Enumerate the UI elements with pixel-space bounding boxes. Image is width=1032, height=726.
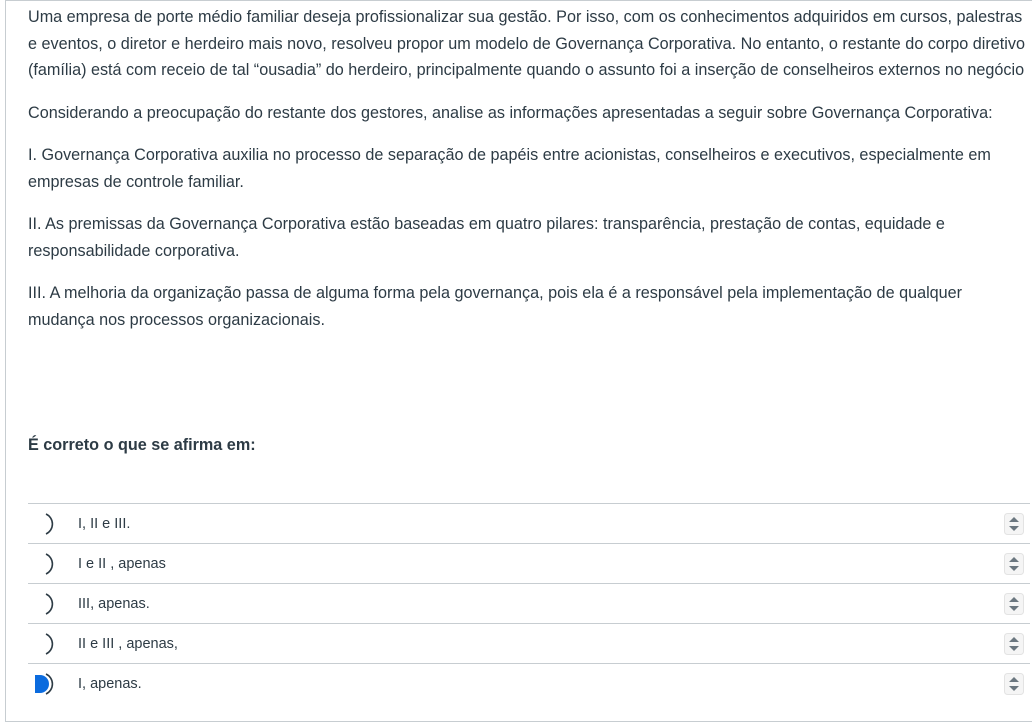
- sort-arrows-icon[interactable]: [1004, 553, 1024, 575]
- sort-arrows-icon[interactable]: [1004, 593, 1024, 615]
- statement-ii: II. As premissas da Governança Corporativa estão baseadas em quatro pilares: transparência, prestação de contas, equidade e responsabilidade corporativa.: [28, 215, 945, 260]
- radio-button-icon[interactable]: [32, 631, 58, 657]
- answer-list: [28, 503, 1030, 703]
- answer-label: I, II e III.: [78, 515, 131, 532]
- question-prompt: É correto o que se afirma em:: [28, 436, 256, 454]
- statement-iii: III. A melhoria da organização passa de alguma forma pela governança, pois ela é a responsável pela implementação de qualquer mudança nos processos organizacionais.: [28, 284, 963, 329]
- sort-arrows-icon[interactable]: [1004, 513, 1024, 535]
- answer-option[interactable]: [28, 544, 1030, 584]
- statement-i: I. Governança Corporativa auxilia no processo de separação de papéis entre acionistas, conselheiros e executivos, especialmente em empresas de controle familiar.: [28, 146, 991, 191]
- answer-label: III, apenas.: [78, 595, 150, 612]
- answer-option[interactable]: [28, 624, 1030, 664]
- answer-option[interactable]: [28, 504, 1030, 544]
- radio-button-icon[interactable]: [32, 511, 58, 537]
- radio-button-icon[interactable]: [32, 551, 58, 577]
- question-paragraph-context: Uma empresa de porte médio familiar deseja profissionalizar sua gestão. Por isso, com os conhecimentos adquiridos em cursos, palestras e eventos, o diretor e herdeiro mais novo, resolveu propor um modelo de Governança Corporativa. No entanto, o restante do corpo diretivo (família) está com receio de tal “ousadia” do herdeiro, principalmente quando o assunto foi a inserção de conselheiros externos no negócio: [28, 8, 1025, 79]
- answer-option[interactable]: [28, 584, 1030, 624]
- sort-arrows-icon[interactable]: [1004, 673, 1024, 695]
- question-body: [28, 4, 1028, 349]
- answer-label: II e III , apenas,: [78, 635, 178, 652]
- answer-label: I e II , apenas: [78, 555, 166, 572]
- sort-arrows-icon[interactable]: [1004, 633, 1024, 655]
- question-paragraph-instruction: Considerando a preocupação do restante dos gestores, analise as informações apresentadas a seguir sobre Governança Corporativa:: [28, 103, 993, 122]
- radio-button-icon[interactable]: [32, 591, 58, 617]
- answer-option-selected[interactable]: [28, 664, 1030, 703]
- radio-button-selected-icon[interactable]: [32, 671, 58, 697]
- answer-label: I, apenas.: [78, 675, 142, 692]
